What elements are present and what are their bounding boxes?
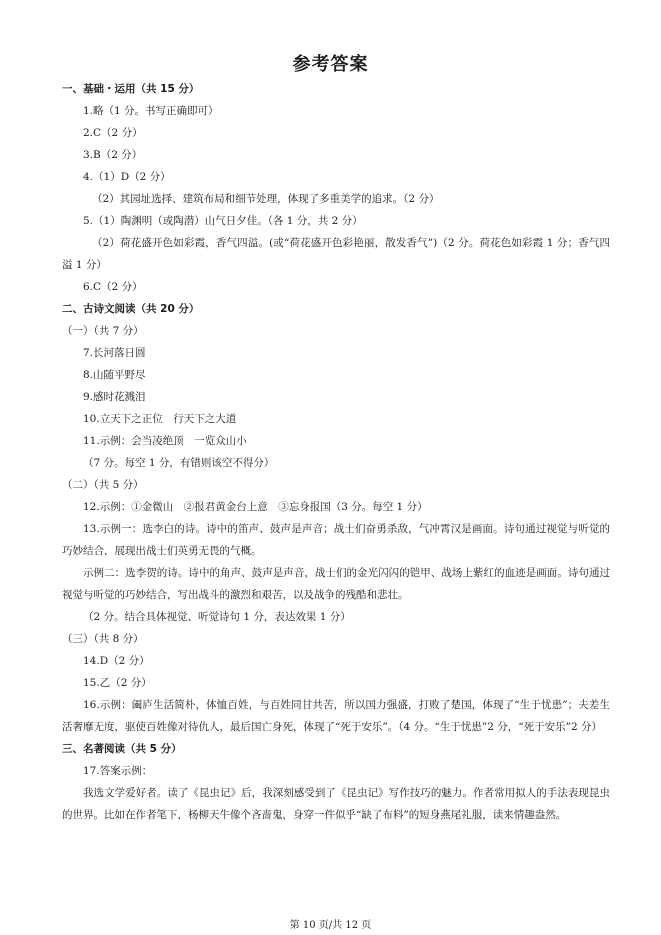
answer-line: 11.示例：会当凌绝顶 一览众山小 [83, 435, 247, 447]
subsection-heading: （一）（共 7 分） [62, 325, 144, 337]
answer-paragraph: 13.示例一：选李白的诗。诗中的笛声、鼓声是声音；战士们奋勇杀敌，气冲霄汉是画面。诗句通过视觉与听觉的巧妙结合，展现出战士们英勇无畏的气概。 [62, 523, 610, 557]
answer-paragraph: 示例二：选李贺的诗。诗中的角声、鼓声是声音，战士们的金光闪闪的铠甲、战场上紫红的血迹是画面。诗句通过视觉与听觉的巧妙结合，写出战斗的激烈和艰苦，以及战争的残酷和悲壮。 [62, 567, 610, 601]
answer-line: 15.乙（2 分） [83, 677, 152, 689]
subsection-heading: （二）（共 5 分） [62, 479, 144, 491]
subsection-heading: （三）（共 8 分） [62, 633, 144, 645]
answer-content [62, 78, 610, 826]
answer-line: 6.C（2 分） [83, 281, 143, 293]
answer-line: 8.山随平野尽 [83, 369, 146, 381]
answer-line: 14.D（2 分） [83, 655, 150, 667]
answer-line: 10.立天下之正位 行天下之大道 [83, 413, 237, 425]
section-heading: 一、基础・运用（共 15 分） [62, 83, 200, 95]
answer-line: 5.（1）陶渊明（或陶潜）山气日夕佳。（各 1 分，共 2 分） [83, 215, 363, 227]
answer-paragraph: （2）荷花盛开色如彩霞，香气四溢。(或“荷花盛开色彩艳丽，散发香气”)（2 分。荷花色如彩霞 1 分；香气四溢 1 分） [62, 237, 610, 271]
answer-line: （7 分。每空 1 分，有错则该空不得分） [83, 457, 275, 469]
answer-paragraph: 16.示例：阖庐生活简朴，体恤百姓，与百姓同甘共苦，所以国力强盛，打败了楚国，体现了“生于忧患”；夫差生活奢靡无度，驱使百姓像对待仇人，最后国亡身死，体现了“死于安乐”。（4 分。“生于忧患”2 分，“死于安乐”2 分） [62, 699, 610, 733]
page-title: 参考答案 [292, 54, 369, 75]
answer-line: 4.（1）D（2 分） [83, 171, 171, 183]
answer-line: 3.B（2 分） [83, 149, 143, 161]
section-heading: 二、古诗文阅读（共 20 分） [62, 303, 200, 315]
answer-line: （2）其园址选择、建筑布局和细节处理，体现了多重美学的追求。（2 分） [92, 193, 440, 205]
answer-line: 17.答案示例： [83, 765, 153, 777]
answer-line: 1.略（1 分。书写正确即可） [83, 105, 219, 117]
answer-line: 2.C（2 分） [83, 127, 143, 139]
page-number: 第 10 页/共 12 页 [289, 920, 372, 931]
answer-line: （2 分。结合具体视觉、听觉诗句 1 分，表达效果 1 分） [83, 611, 351, 623]
answer-line: 7.长河落日圆 [83, 347, 146, 359]
answer-line: 9.感时花溅泪 [83, 391, 146, 403]
answer-paragraph: 我选文学爱好者。读了《昆虫记》后，我深刻感受到了《昆虫记》写作技巧的魅力。作者常用拟人的手法表现昆虫的世界。比如在作者笔下，杨柳天牛像个吝啬鬼，身穿一件似乎“缺了布料”的短身燕尾礼服，读来情趣盎然。 [62, 787, 610, 821]
answer-line: 12.示例：①金微山 ②报君黄金台上意 ③忘身报国（3 分。每空 1 分） [83, 501, 428, 513]
section-heading: 三、名著阅读（共 5 分） [62, 743, 182, 755]
